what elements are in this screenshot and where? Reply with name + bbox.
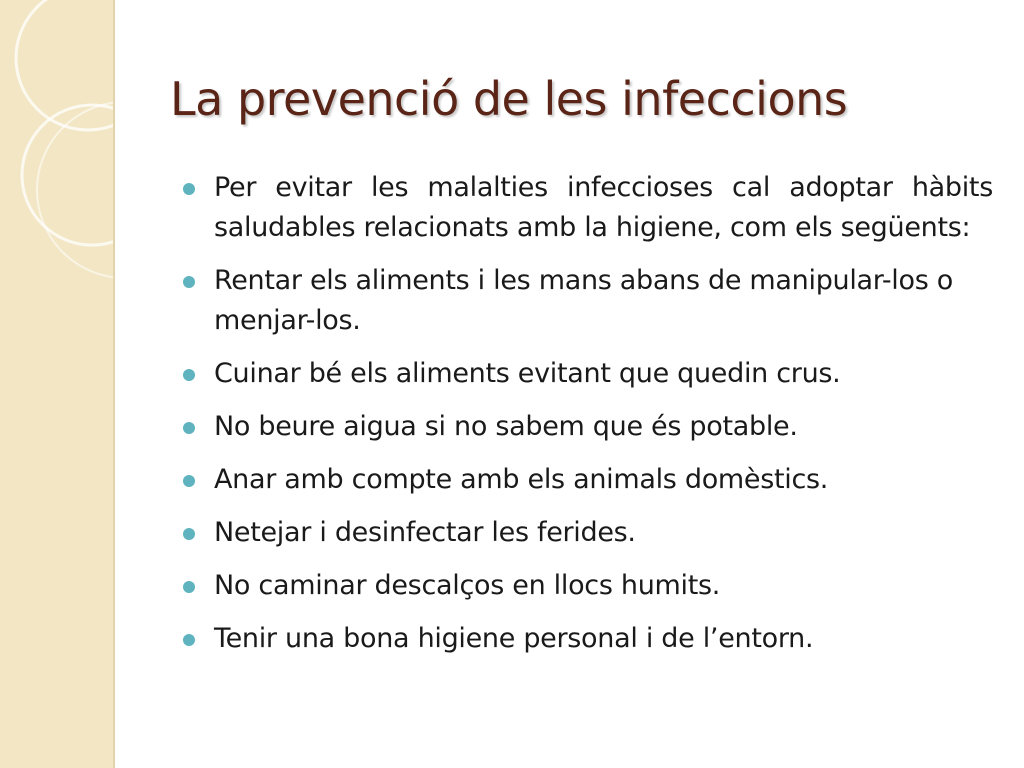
- bullet-icon: [183, 183, 195, 195]
- bullet-text: Rentar els aliments i les mans abans de manipular-los o menjar-los.: [214, 265, 953, 336]
- bullet-item: [183, 619, 993, 659]
- decorative-side-band: [0, 0, 115, 768]
- bullet-item: [183, 566, 993, 606]
- bullet-icon: [183, 634, 195, 646]
- bullet-text: Anar amb compte amb els animals domèstics.: [214, 464, 829, 495]
- bullet-item: [183, 407, 993, 447]
- bullet-item: [183, 168, 993, 248]
- bullet-text: No caminar descalços en llocs humits.: [214, 570, 721, 601]
- bullet-item: [183, 261, 993, 341]
- bullet-text: Tenir una bona higiene personal i de l’entorn.: [214, 623, 814, 654]
- bullet-text: Netejar i desinfectar les ferides.: [214, 517, 636, 548]
- slide-title: La prevenció de les infeccions: [170, 72, 848, 126]
- bullet-text: Per evitar les malalties infeccioses cal adoptar hàbits saludables relacionats amb la higiene, com els següents:: [214, 172, 993, 243]
- bullet-icon: [183, 528, 195, 540]
- bullet-text: No beure aigua si no sabem que és potable.: [214, 411, 798, 442]
- bullet-icon: [183, 276, 195, 288]
- bullet-icon: [183, 475, 195, 487]
- bullet-text: Cuinar bé els aliments evitant que quedin crus.: [214, 358, 841, 389]
- bullet-icon: [183, 422, 195, 434]
- decorative-circles: [0, 0, 113, 768]
- bullet-item: [183, 513, 993, 553]
- bullet-list: [183, 168, 993, 672]
- bullet-icon: [183, 369, 195, 381]
- bullet-icon: [183, 581, 195, 593]
- bullet-item: [183, 460, 993, 500]
- bullet-item: [183, 354, 993, 394]
